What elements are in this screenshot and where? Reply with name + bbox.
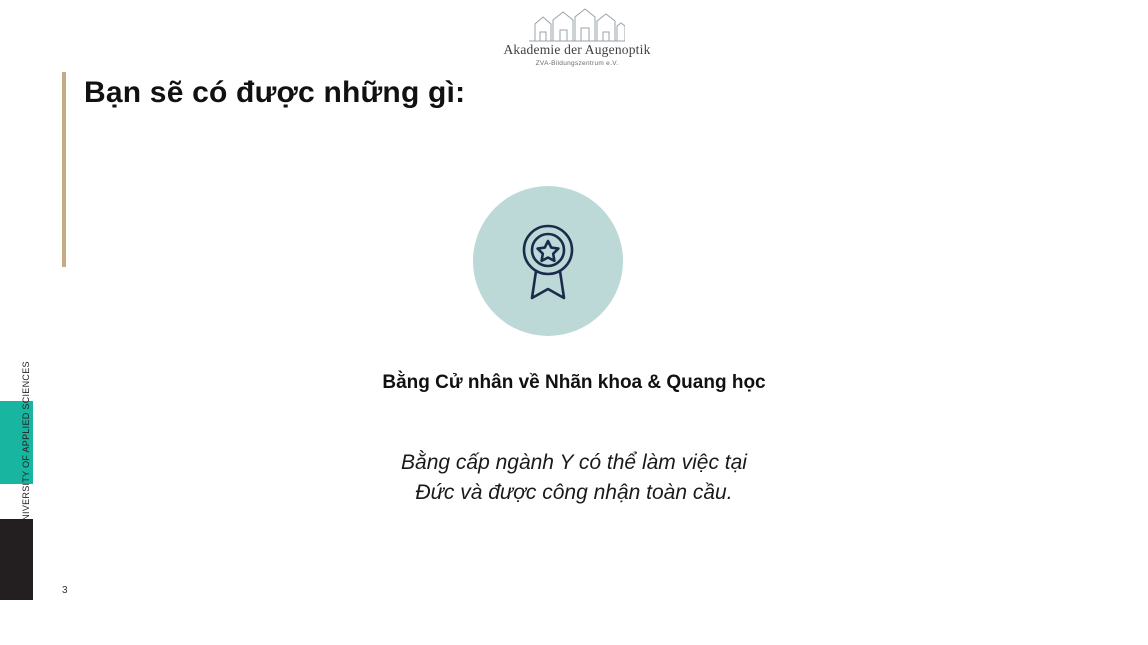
akademie-building-mark-icon — [529, 8, 625, 42]
headline-text: Bằng Cử nhân về Nhãn khoa & Quang học — [382, 372, 766, 393]
brand-text-block — [20, 361, 52, 600]
award-rosette-icon — [473, 186, 623, 336]
subtext-line-2: Đức và được công nhận toàn cầu. — [415, 481, 733, 505]
akademie-logo — [487, 8, 667, 67]
subtext-line-1: Bằng cấp ngành Y có thể làm việc tại — [401, 451, 747, 474]
brand-name: FH AACHEN — [20, 532, 32, 600]
logo-title: Akademie der Augenoptik — [503, 42, 651, 57]
page-number: 3 — [62, 585, 68, 596]
brand-tagline: UNIVERSITY OF APPLIED SCIENCES — [21, 361, 31, 528]
subtext-block — [0, 448, 1148, 509]
title-accent-bar — [62, 72, 66, 267]
logo-subtitle: ZVA-Bildungszentrum e.V. — [535, 59, 619, 67]
brand-rotated-text — [16, 361, 34, 600]
page-title: Bạn sẽ có được những gì: — [84, 76, 466, 109]
